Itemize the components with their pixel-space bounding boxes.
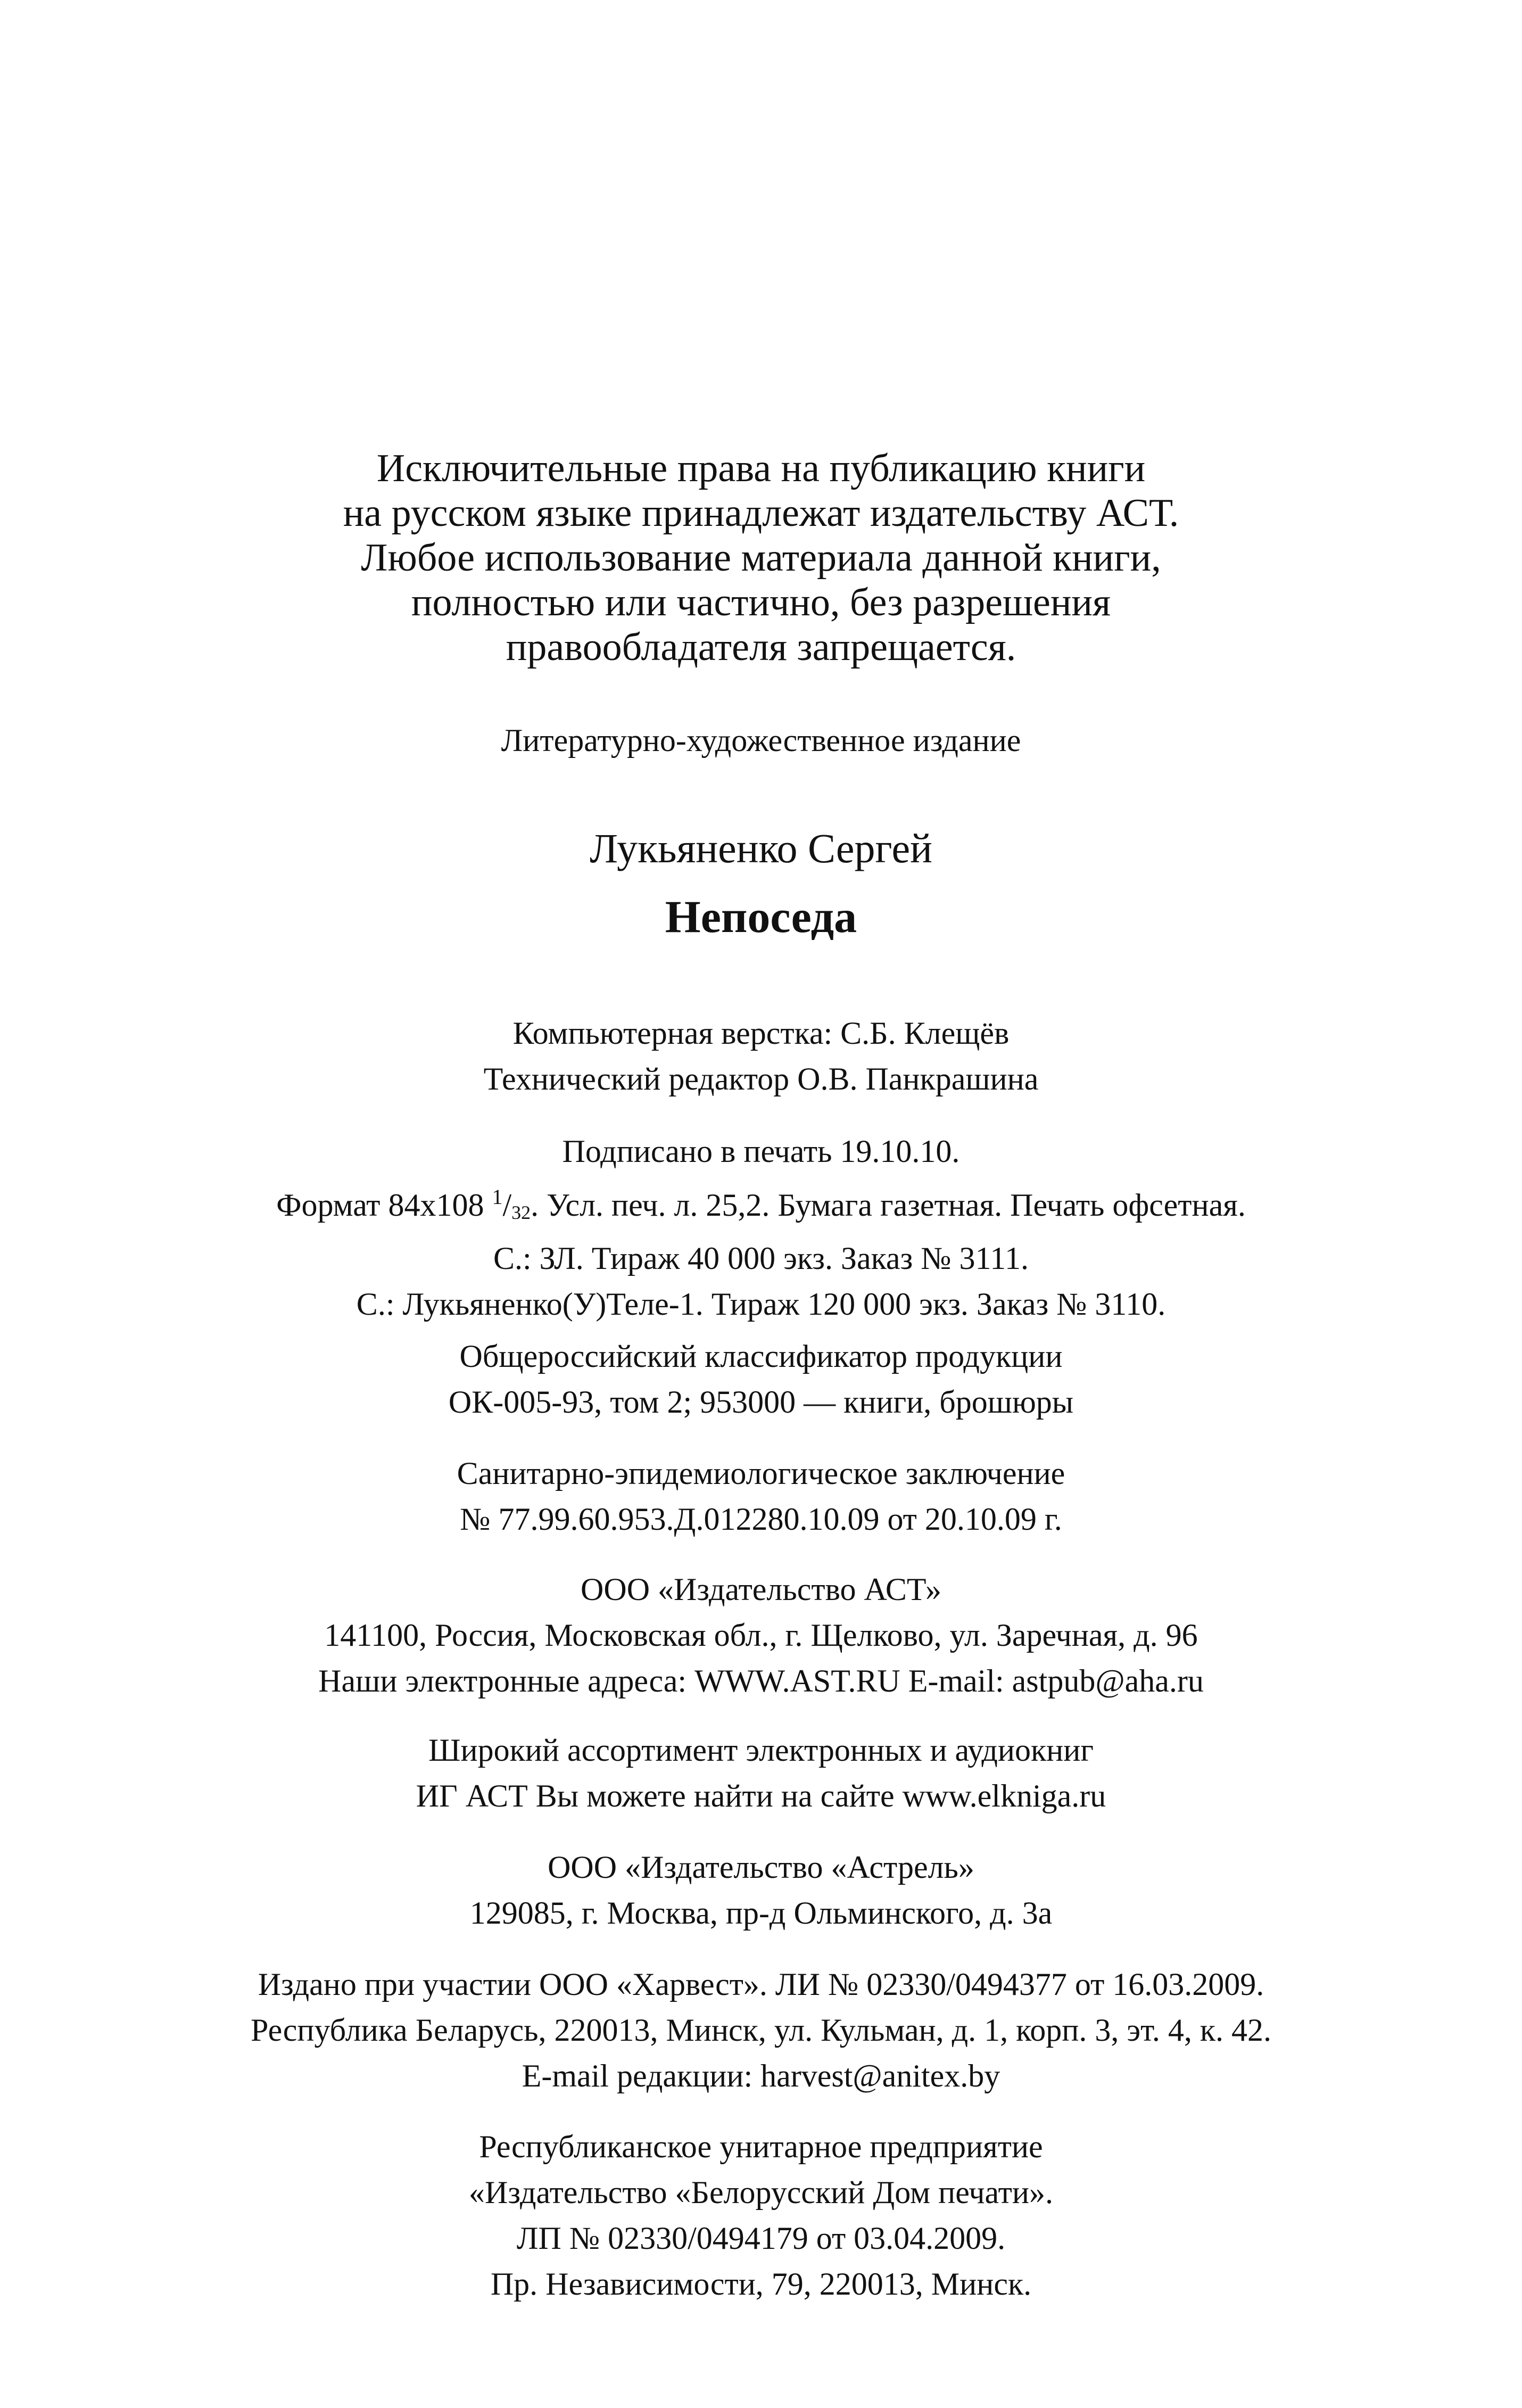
astrel-line: 129085, г. Москва, пр-д Ольминского, д. 3а — [469, 1895, 1053, 1931]
publisher-line: ООО «Издательство АСТ» — [581, 1572, 941, 1607]
sanitary-line: № 77.99.60.953.Д.012280.10.09 от 20.10.09 г. — [460, 1502, 1062, 1537]
rights-notice-line: правообладателя запрещается. — [506, 625, 1016, 669]
rights-notice-line: Исключительные права на публикацию книги — [376, 447, 1146, 490]
printer-line: Республиканское унитарное предприятие — [479, 2129, 1043, 2164]
rights-notice — [160, 446, 1362, 670]
harvest-line: Республика Беларусь, 220013, Минск, ул. Кульман, д. 1, корп. 3, эт. 4, к. 42. — [251, 2013, 1271, 2048]
format-fraction-denominator: 32 — [511, 1202, 531, 1223]
publisher-info — [160, 1566, 1362, 1704]
astrel-line: ООО «Издательство «Астрель» — [548, 1850, 974, 1885]
credit-line: Технический редактор О.В. Панкрашина — [483, 1061, 1039, 1096]
printer-line: «Издательство «Белорусский Дом печати». — [469, 2175, 1053, 2210]
astrel-publisher — [160, 1844, 1362, 1936]
printer-info — [160, 2124, 1362, 2307]
edition-type-text: Литературно-художественное издание — [501, 723, 1021, 758]
publisher-line: 141100, Россия, Московская обл., г. Щелково, ул. Заречная, д. 96 — [324, 1618, 1198, 1653]
print-run-line: С.: ЗЛ. Тираж 40 000 экз. Заказ № 3111. — [493, 1241, 1029, 1276]
ebooks-line: ИГ АСТ Вы можете найти на сайте www.elkniga.ru — [416, 1778, 1106, 1813]
author — [160, 825, 1362, 872]
rights-notice-line: полностью или частично, без разрешения — [411, 581, 1111, 624]
format-fraction-numerator: 1 — [492, 1185, 503, 1209]
publisher-line: Наши электронные адреса: WWW.AST.RU E-mail: astpub@aha.ru — [318, 1663, 1204, 1698]
harvest-line: E-mail редакции: harvest@anitex.by — [522, 2058, 1000, 2093]
harvest-line: Издано при участии ООО «Харвест». ЛИ № 02330/0494377 от 16.03.2009. — [258, 1967, 1264, 2002]
printer-line: Пр. Независимости, 79, 220013, Минск. — [490, 2266, 1032, 2302]
product-classifier — [160, 1333, 1362, 1425]
printer-line: ЛП № 02330/0494179 от 03.04.2009. — [516, 2221, 1006, 2256]
credits — [160, 1010, 1362, 1102]
ebooks-line: Широкий ассортимент электронных и аудиокниг — [428, 1733, 1094, 1768]
rights-notice-line: на русском языке принадлежат издательству АСТ. — [343, 491, 1179, 535]
edition-type — [160, 722, 1362, 759]
classifier-line: ОК-005-93, том 2; 953000 — книги, брошюры — [448, 1384, 1074, 1420]
format-line: Формат 84x108 $^1$/32. Усл. печ. л. 25,2. Бумага газетная. Печать офсетная. — [276, 1185, 1246, 1223]
format-prefix: Формат 84x108 — [276, 1187, 492, 1223]
credit-line: Компьютерная верстка: С.Б. Клещёв — [512, 1016, 1010, 1051]
signed-to-print: Подписано в печать 19.10.10. — [562, 1134, 960, 1169]
ebooks-notice — [160, 1727, 1362, 1819]
classifier-line: Общероссийский классификатор продукции — [459, 1339, 1063, 1374]
format-suffix: . Усл. печ. л. 25,2. Бумага газетная. Печать офсетная. — [531, 1187, 1246, 1223]
sanitary-conclusion — [160, 1450, 1362, 1542]
rights-notice-line: Любое использование материала данной книги, — [361, 536, 1161, 580]
print-run-line: С.: Лукьяненко(У)Теле-1. Тираж 120 000 экз. Заказ № 3110. — [356, 1287, 1166, 1322]
harvest-info — [160, 1961, 1362, 2099]
book-title — [160, 891, 1362, 942]
sanitary-line: Санитарно-эпидемиологическое заключение — [457, 1456, 1065, 1491]
book-title-text: Непоседа — [665, 891, 857, 942]
printing-details — [160, 1128, 1362, 1327]
author-name: Лукьяненко Сергей — [590, 825, 932, 871]
